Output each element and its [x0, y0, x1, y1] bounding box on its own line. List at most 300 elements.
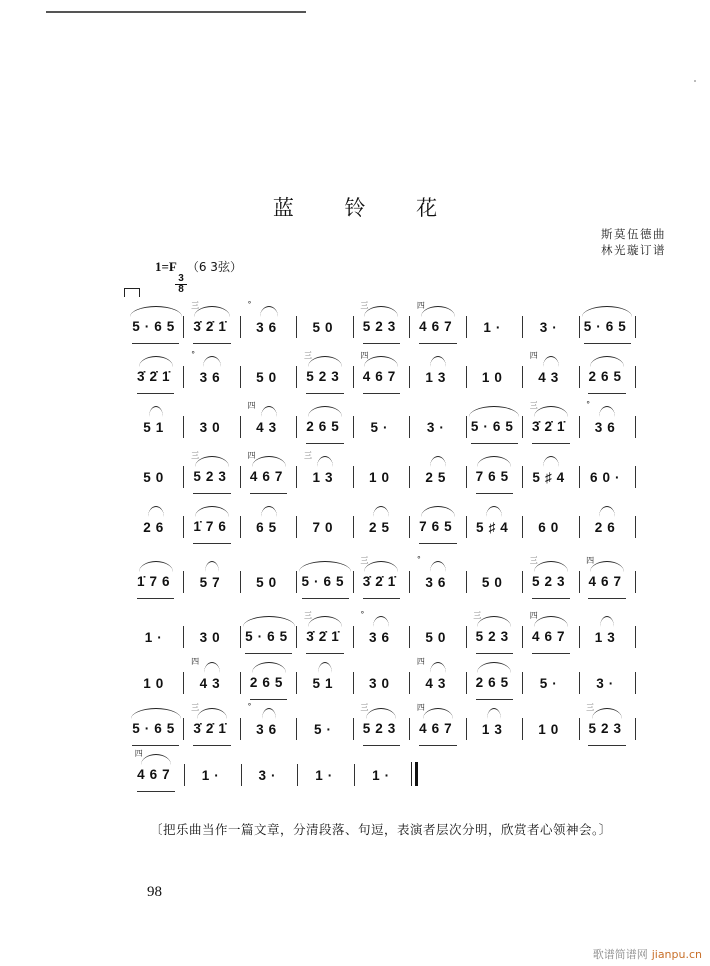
fingering-mark: 四: [191, 657, 200, 666]
fingering-mark: °: [247, 702, 252, 711]
measure: [523, 656, 578, 700]
note-group: 467: [419, 721, 457, 746]
measure: [467, 500, 522, 544]
measure: [410, 450, 465, 494]
slur-arc: [477, 616, 511, 627]
slur-arc: [373, 506, 389, 517]
measure: [467, 400, 522, 444]
scan-mark: [694, 80, 696, 82]
measure: [128, 610, 183, 654]
measure: [184, 500, 239, 544]
note-group: 5·65: [132, 721, 179, 746]
score-system: [128, 656, 636, 700]
note-group: 265: [588, 369, 626, 394]
note-group: 467: [532, 629, 570, 654]
measure: [355, 748, 411, 792]
measure: [184, 610, 239, 654]
barline: [635, 316, 636, 338]
slur-arc: [205, 561, 219, 572]
note-group: 5·: [539, 676, 562, 691]
note-group: 3̇2̇1̇: [306, 629, 344, 654]
note-group: 1·: [483, 320, 506, 335]
slur-arc: [421, 506, 455, 517]
measure: [128, 748, 184, 792]
fingering-mark: 四: [586, 556, 595, 565]
fingering-mark: 三: [473, 611, 482, 620]
slur-arc: [131, 708, 181, 719]
measure: [580, 450, 635, 494]
measure: [354, 350, 409, 394]
measure: [410, 300, 465, 344]
fingering-mark: 四: [360, 351, 369, 360]
measure: [241, 450, 296, 494]
note-group: 43: [199, 676, 225, 691]
note-group: 10: [368, 470, 394, 485]
measure: [128, 702, 183, 746]
note-group: 50: [256, 575, 282, 590]
slur-arc: [139, 356, 173, 367]
note-group: 36: [256, 320, 282, 335]
measure-row: [128, 350, 636, 394]
note-group: 765: [419, 519, 457, 544]
note-group: 36: [425, 575, 451, 590]
slur-arc: [252, 662, 286, 673]
note-group: 467: [419, 319, 457, 344]
note-group: 523: [193, 469, 231, 494]
note-group: 43: [425, 676, 451, 691]
fingering-mark: 三: [586, 703, 595, 712]
note-group: 1̇76: [137, 574, 175, 599]
measure: [523, 702, 578, 746]
slur-arc: [195, 456, 229, 467]
measure: [184, 555, 239, 599]
key-label: 1=F: [155, 259, 177, 274]
slur-arc: [204, 662, 220, 673]
barline: [635, 416, 636, 438]
section-bracket: [124, 288, 140, 297]
note-group: 50: [425, 630, 451, 645]
note-group: 1·: [315, 768, 338, 783]
measure: [467, 555, 522, 599]
measure: [241, 555, 296, 599]
note-group: 30: [368, 676, 394, 691]
slur-arc: [366, 708, 396, 719]
watermark-site: jianpu.cn: [651, 948, 702, 961]
note-group: 3̇2̇1̇: [193, 721, 231, 746]
note-group: 5·: [314, 722, 337, 737]
measure: [241, 702, 296, 746]
slur-arc: [197, 708, 227, 719]
note-group: 51: [143, 420, 169, 435]
measure-row: [128, 500, 636, 544]
measure: [410, 500, 465, 544]
slur-arc: [203, 356, 221, 367]
slur-arc: [469, 406, 519, 417]
slur-arc: [373, 616, 389, 627]
measure: [184, 350, 239, 394]
note-group: 467: [588, 574, 626, 599]
note-group: 3̇2̇1̇: [363, 574, 401, 599]
measure: [184, 702, 239, 746]
note-group: 65: [256, 520, 282, 535]
score-system: [128, 748, 636, 792]
slur-arc: [308, 406, 342, 417]
fingering-mark: °: [360, 610, 365, 619]
note-group: 3·: [426, 420, 449, 435]
note-group: 26: [594, 520, 620, 535]
measure: [523, 610, 578, 654]
measure: [354, 555, 409, 599]
note-group: 10: [143, 676, 169, 691]
note-group: 467: [250, 469, 288, 494]
slur-arc: [243, 616, 295, 627]
measure: [467, 300, 522, 344]
note-group: 5·65: [245, 629, 292, 654]
measure: [580, 702, 635, 746]
measure: [467, 656, 522, 700]
key-signature: [155, 258, 242, 275]
measure: [298, 748, 354, 792]
note-group: 5♯4: [532, 470, 570, 485]
measure: [467, 702, 522, 746]
note-group: 765: [476, 469, 514, 494]
fingering-mark: 三: [360, 556, 369, 565]
fingering-mark: 三: [360, 703, 369, 712]
note-group: 523: [476, 629, 514, 654]
measure: [241, 350, 296, 394]
measure: [580, 300, 635, 344]
slur-arc: [543, 356, 559, 367]
measure-row: [128, 400, 636, 444]
measure: [241, 500, 296, 544]
measure-row: [128, 702, 636, 746]
measure: [410, 350, 465, 394]
slur-arc: [364, 356, 398, 367]
slur-arc: [194, 306, 230, 317]
fingering-mark: 三: [360, 301, 369, 310]
fingering-mark: 四: [416, 301, 425, 310]
note-group: 1̇76: [193, 519, 231, 544]
measure: [523, 350, 578, 394]
measure: [523, 500, 578, 544]
measure-row: [128, 555, 636, 599]
slur-arc: [430, 356, 446, 367]
fingering-mark: 三: [529, 556, 538, 565]
slur-arc: [317, 456, 333, 467]
note-group: 26: [143, 520, 169, 535]
measure: [523, 555, 578, 599]
song-title: 蓝 铃 花: [272, 196, 460, 220]
note-group: 36: [594, 420, 620, 435]
score-system: [128, 500, 636, 544]
measure: [580, 400, 635, 444]
slur-arc: [599, 506, 615, 517]
note-group: 50: [481, 575, 507, 590]
slur-arc: [299, 561, 351, 572]
slur-arc: [130, 306, 182, 317]
measure: [354, 610, 409, 654]
measure: [241, 656, 296, 700]
fingering-mark: °: [586, 400, 591, 409]
measure: [354, 702, 409, 746]
note-group: 3·: [596, 676, 619, 691]
measure: [410, 656, 465, 700]
measure: [354, 450, 409, 494]
note-group: 50: [312, 320, 338, 335]
note-group: 467: [137, 767, 175, 792]
slur-arc: [141, 754, 171, 765]
measure: [297, 400, 352, 444]
note-group: 3̇2̇1̇: [193, 319, 231, 344]
measure: [354, 400, 409, 444]
score-system: [128, 702, 636, 746]
note-group: 5·65: [302, 574, 349, 599]
measure: [523, 400, 578, 444]
measure: [297, 450, 352, 494]
measure: [354, 500, 409, 544]
note-group: 5·65: [471, 419, 518, 444]
note-group: 60: [538, 520, 564, 535]
note-group: 30: [199, 630, 225, 645]
watermark-label: 歌谱简谱网: [592, 948, 648, 961]
measure: [184, 656, 239, 700]
watermark: [593, 946, 702, 962]
fingering-mark: 四: [134, 749, 143, 758]
measure: [523, 450, 578, 494]
slur-arc: [486, 506, 502, 517]
measure: [184, 450, 239, 494]
fingering-mark: 四: [247, 451, 256, 460]
note-group: 523: [588, 721, 626, 746]
note-group: 13: [594, 630, 620, 645]
note-group: 60·: [589, 470, 625, 485]
measure: [128, 656, 183, 700]
note-group: 1·: [144, 630, 167, 645]
credits: [601, 226, 666, 258]
fingering-mark: 四: [416, 703, 425, 712]
measure: [242, 748, 298, 792]
slur-arc: [543, 456, 559, 467]
barline: [635, 626, 636, 648]
fingering-mark: °: [247, 300, 252, 309]
fingering-mark: °: [191, 350, 196, 359]
measure-row: [128, 656, 636, 700]
note-group: 50: [256, 370, 282, 385]
slur-arc: [252, 456, 286, 467]
measure: [297, 702, 352, 746]
note-group: 43: [538, 370, 564, 385]
note-group: 5♯4: [475, 520, 513, 535]
slur-arc: [534, 406, 568, 417]
arranger: 林光璇订谱: [601, 243, 666, 257]
measure: [184, 300, 239, 344]
barline: [635, 571, 636, 593]
slur-arc: [262, 708, 276, 719]
slur-arc: [477, 662, 511, 673]
slur-arc: [139, 561, 173, 572]
note-group: 43: [256, 420, 282, 435]
slur-arc: [148, 506, 164, 517]
slur-arc: [149, 406, 163, 417]
measure: [580, 656, 635, 700]
slur-arc: [195, 506, 229, 517]
note-group: 467: [363, 369, 401, 394]
slur-arc: [600, 616, 614, 627]
slur-arc: [430, 662, 446, 673]
note-group: 10: [481, 370, 507, 385]
time-signature: [175, 274, 187, 295]
note-group: 51: [312, 676, 338, 691]
fingering-mark: 四: [247, 401, 256, 410]
measure: [297, 300, 352, 344]
note-group: 3·: [258, 768, 281, 783]
measure: [580, 350, 635, 394]
measure: [184, 400, 239, 444]
measure: [580, 555, 635, 599]
fingering-mark: 三: [303, 611, 312, 620]
note-group: 3̇2̇1̇: [137, 369, 175, 394]
score-system: [128, 555, 636, 599]
measure: [410, 555, 465, 599]
note-group: 265: [476, 675, 514, 700]
slur-arc: [599, 406, 615, 417]
slur-arc: [318, 662, 332, 673]
slur-arc: [308, 356, 342, 367]
note-group: 3·: [539, 320, 562, 335]
note-group: 523: [363, 319, 401, 344]
measure: [128, 400, 183, 444]
measure: [580, 610, 635, 654]
note-group: 36: [199, 370, 225, 385]
slur-arc: [308, 616, 342, 627]
measure-row: [128, 450, 636, 494]
measure-row: [128, 610, 636, 654]
note-group: 25: [425, 470, 451, 485]
score-system: [128, 610, 636, 654]
note-group: 25: [368, 520, 394, 535]
measure: [410, 400, 465, 444]
slur-arc: [430, 561, 446, 572]
note-group: 10: [538, 722, 564, 737]
measure: [128, 450, 183, 494]
measure: [297, 500, 352, 544]
note-group: 523: [363, 721, 401, 746]
note-group: 265: [306, 419, 344, 444]
slur-arc: [364, 561, 398, 572]
fingering-mark: 四: [529, 611, 538, 620]
time-sig-numerator: 3: [175, 274, 187, 285]
note-group: 13: [425, 370, 451, 385]
measure: [241, 610, 296, 654]
slur-arc: [421, 306, 455, 317]
slur-arc: [261, 506, 277, 517]
fingering-mark: 三: [303, 351, 312, 360]
fingering-mark: 四: [529, 351, 538, 360]
note-group: 36: [368, 630, 394, 645]
fingering-mark: 四: [416, 657, 425, 666]
slur-arc: [260, 306, 278, 317]
fingering-mark: 三: [303, 451, 312, 460]
footnote: 〔把乐曲当作一篇文章，分清段落、句逗，表演者层次分明，欣赏者心领神会。〕: [150, 822, 612, 837]
measure: [467, 450, 522, 494]
score-system: [128, 300, 636, 344]
note-group: 1·: [201, 768, 224, 783]
measure-row: [128, 300, 636, 344]
measure: [410, 702, 465, 746]
fingering-mark: 三: [191, 301, 200, 310]
note-group: 523: [532, 574, 570, 599]
note-group: 3̇2̇1̇: [532, 419, 570, 444]
measure: [297, 555, 352, 599]
score-system: [128, 450, 636, 494]
score-system: [128, 400, 636, 444]
time-sig-denominator: 8: [178, 284, 184, 295]
barline: [635, 516, 636, 538]
slur-arc: [477, 456, 511, 467]
measure: [467, 350, 522, 394]
note-group: 30: [199, 420, 225, 435]
slur-arc: [534, 561, 568, 572]
top-rule: [46, 11, 306, 13]
tuning-label: （6 3弦）: [186, 260, 242, 274]
fingering-mark: 三: [529, 401, 538, 410]
slur-arc: [364, 306, 398, 317]
measure: [580, 500, 635, 544]
note-group: 5·65: [132, 319, 179, 344]
note-group: 265: [250, 675, 288, 700]
note-group: 57: [199, 575, 225, 590]
note-group: 50: [143, 470, 169, 485]
barline: [635, 366, 636, 388]
measure: [297, 610, 352, 654]
slur-arc: [592, 708, 622, 719]
score-system: [128, 350, 636, 394]
measure: [128, 300, 183, 344]
measure: [523, 300, 578, 344]
measure: [297, 656, 352, 700]
note-group: 13: [312, 470, 338, 485]
measure: [185, 748, 241, 792]
measure: [354, 300, 409, 344]
measure: [241, 400, 296, 444]
measure: [128, 500, 183, 544]
measure-row: [128, 748, 418, 792]
barline: [635, 466, 636, 488]
measure: [354, 656, 409, 700]
note-group: 13: [481, 722, 507, 737]
slur-arc: [590, 561, 624, 572]
slur-arc: [487, 708, 501, 719]
final-barline: [411, 762, 418, 786]
note-group: 5·: [370, 420, 393, 435]
note-group: 1·: [372, 768, 395, 783]
measure: [410, 610, 465, 654]
note-group: 5·65: [584, 319, 631, 344]
fingering-mark: 三: [191, 451, 200, 460]
composer: 斯莫伍德曲: [601, 227, 666, 241]
barline: [635, 672, 636, 694]
fingering-mark: 三: [191, 703, 200, 712]
slur-arc: [423, 708, 453, 719]
note-group: 36: [256, 722, 282, 737]
slur-arc: [590, 356, 624, 367]
note-group: 523: [306, 369, 344, 394]
measure: [128, 350, 183, 394]
measure: [241, 300, 296, 344]
measure: [297, 350, 352, 394]
measure: [128, 555, 183, 599]
slur-arc: [261, 406, 277, 417]
